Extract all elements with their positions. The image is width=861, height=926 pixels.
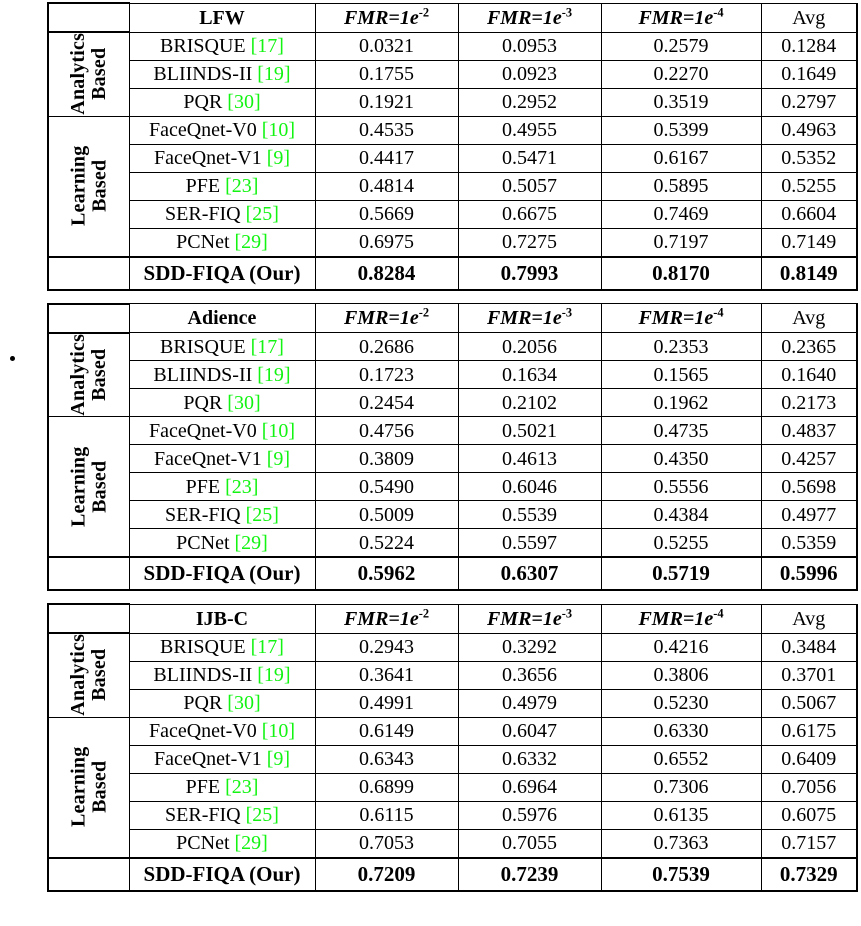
table-row	[48, 60, 857, 88]
value-cell: 0.6899	[315, 773, 458, 801]
citation-ref[interactable]: [17]	[250, 335, 284, 358]
value-cell: 0.3484	[761, 633, 857, 661]
value-cell: 0.7053	[315, 829, 458, 858]
method-cell	[129, 88, 315, 116]
value-cell: 0.4837	[761, 417, 857, 445]
value-cell: 0.6135	[601, 801, 761, 829]
table-row	[48, 389, 857, 417]
table-row	[48, 661, 857, 689]
group-label-line1: Analytics	[66, 634, 89, 717]
value-cell: 0.7055	[458, 829, 601, 858]
value-cell: 0.3292	[458, 633, 601, 661]
value-cell: 0.4216	[601, 633, 761, 661]
value-cell: 0.0923	[458, 60, 601, 88]
results-table-ijb-c	[47, 603, 858, 892]
value-cell: 0.6604	[761, 200, 857, 228]
value-cell: 0.5895	[601, 172, 761, 200]
method-name: BLIINDS-II	[153, 664, 258, 686]
value-cell: 0.2686	[315, 333, 458, 361]
table-row	[48, 773, 857, 801]
method-cell	[129, 333, 315, 361]
table-row	[48, 88, 857, 116]
ours-value-cell: 0.7539	[601, 858, 761, 891]
column-header-avg: Avg	[761, 3, 857, 32]
method-cell	[129, 745, 315, 773]
citation-ref[interactable]: [30]	[227, 91, 261, 113]
ours-value-cell: 0.7239	[458, 858, 601, 891]
group-label-analytics	[48, 333, 129, 417]
citation-ref[interactable]: [19]	[257, 363, 291, 386]
value-cell: 0.5230	[601, 689, 761, 717]
value-cell: 0.3806	[601, 661, 761, 689]
fmr-header-text: $FMR=1e^{-3}$	[486, 305, 573, 329]
value-cell: 0.5669	[315, 200, 458, 228]
method-name: BLIINDS-II	[153, 63, 258, 85]
value-cell: 0.6409	[761, 745, 857, 773]
value-cell: 0.4735	[601, 417, 761, 445]
ours-value-cell: 0.8284	[315, 257, 458, 290]
value-cell: 0.0321	[315, 32, 458, 60]
value-cell: 0.1649	[761, 60, 857, 88]
table-row	[48, 529, 857, 558]
method-cell	[129, 32, 315, 60]
column-header-fmr-1efmr2_exp	[315, 3, 458, 32]
column-header-fmr-1efmr3_exp	[458, 3, 601, 32]
stray-punctuation-mark	[10, 356, 15, 361]
value-cell: 0.4814	[315, 172, 458, 200]
method-name: SDD-FIQA (Our)	[143, 861, 301, 886]
column-header-avg: Avg	[761, 304, 857, 333]
value-cell: 0.3519	[601, 88, 761, 116]
method-cell	[129, 389, 315, 417]
table-header-row	[48, 604, 857, 633]
fmr-header-text: $FMR=1e^{-2}$	[343, 605, 430, 630]
table-row	[48, 144, 857, 172]
ours-value-cell: 0.6307	[458, 557, 601, 590]
value-cell: 0.6330	[601, 717, 761, 745]
ours-value-cell: 0.7209	[315, 858, 458, 891]
group-label-line1: Analytics	[66, 333, 89, 416]
dataset-name-header	[129, 304, 315, 333]
dataset-name-header	[129, 604, 315, 633]
column-header-fmr-1efmr3_exp	[458, 304, 601, 333]
value-cell: 0.2454	[315, 389, 458, 417]
method-cell	[129, 228, 315, 257]
value-cell: 0.5359	[761, 529, 857, 558]
dataset-label: IJB-C	[195, 607, 249, 630]
value-cell: 0.2579	[601, 32, 761, 60]
value-cell: 0.1284	[761, 32, 857, 60]
value-cell: 0.4350	[601, 445, 761, 473]
value-cell: 0.4991	[315, 689, 458, 717]
table-row	[48, 200, 857, 228]
citation-ref[interactable]: [29]	[234, 231, 268, 253]
group-label-line2: Based	[87, 159, 110, 213]
method-cell	[129, 633, 315, 661]
method-name: PQR	[183, 391, 228, 414]
column-header-fmr-1efmr3_exp	[458, 604, 601, 633]
value-cell: 0.5352	[761, 144, 857, 172]
citation-ref[interactable]: [19]	[257, 63, 291, 85]
value-cell: 0.4977	[761, 501, 857, 529]
ours-group-spacer	[48, 557, 129, 590]
method-name: BRISQUE	[160, 335, 251, 358]
ours-row	[48, 557, 857, 590]
table-row	[48, 172, 857, 200]
value-cell: 0.7363	[601, 829, 761, 858]
method-name: PFE	[185, 776, 226, 798]
value-cell: 0.6075	[761, 801, 857, 829]
method-name: FaceQnet-V0	[148, 419, 262, 442]
citation-ref[interactable]: [17]	[250, 636, 284, 658]
method-cell	[129, 116, 315, 144]
value-cell: 0.7157	[761, 829, 857, 858]
group-label-line2: Based	[87, 760, 110, 814]
header-group-spacer	[48, 604, 129, 633]
method-cell	[129, 361, 315, 389]
table-row	[48, 717, 857, 745]
value-cell: 0.6115	[315, 801, 458, 829]
citation-ref[interactable]: [9]	[266, 447, 291, 470]
value-cell: 0.5224	[315, 529, 458, 558]
value-cell: 0.7306	[601, 773, 761, 801]
value-cell: 0.0953	[458, 32, 601, 60]
method-cell	[129, 417, 315, 445]
value-cell: 0.5067	[761, 689, 857, 717]
table-row	[48, 689, 857, 717]
citation-ref[interactable]: [9]	[266, 748, 291, 770]
table-row	[48, 501, 857, 529]
citation-ref[interactable]: [10]	[261, 419, 296, 442]
citation-ref[interactable]: [25]	[245, 203, 279, 225]
group-label-line2: Based	[87, 48, 110, 101]
value-cell: 0.5255	[601, 529, 761, 558]
method-name: FaceQnet-V1	[153, 748, 267, 770]
value-cell: 0.3809	[315, 445, 458, 473]
value-cell: 0.2173	[761, 389, 857, 417]
citation-ref[interactable]: [9]	[266, 147, 291, 169]
ours-value-cell: 0.5996	[761, 557, 857, 590]
method-cell	[129, 501, 315, 529]
method-name: FaceQnet-V1	[153, 147, 267, 169]
value-cell: 0.6332	[458, 745, 601, 773]
value-cell: 0.3641	[315, 661, 458, 689]
value-cell: 0.5556	[601, 473, 761, 501]
ours-value-cell: 0.5962	[315, 557, 458, 590]
value-cell: 0.5976	[458, 801, 601, 829]
value-cell: 0.6149	[315, 717, 458, 745]
value-cell: 0.6175	[761, 717, 857, 745]
group-label-analytics	[48, 633, 129, 717]
value-cell: 0.1962	[601, 389, 761, 417]
value-cell: 0.1565	[601, 361, 761, 389]
ours-method-cell	[129, 257, 315, 290]
table-row	[48, 361, 857, 389]
method-name: PCNet	[176, 531, 235, 554]
value-cell: 0.7197	[601, 228, 761, 257]
group-label-learning	[48, 417, 129, 558]
group-label-line2: Based	[87, 649, 110, 702]
citation-ref[interactable]: [25]	[245, 503, 279, 526]
method-name: SER-FIQ	[165, 804, 246, 826]
fmr-header-text: $FMR=1e^{-4}$	[638, 305, 724, 329]
value-cell: 0.4613	[458, 445, 601, 473]
value-cell: 0.5539	[458, 501, 601, 529]
ours-value-cell: 0.7329	[761, 858, 857, 891]
group-label-line1: Learning	[66, 145, 89, 227]
method-name: BRISQUE	[160, 35, 251, 57]
method-name: SER-FIQ	[165, 503, 246, 526]
value-cell: 0.1634	[458, 361, 601, 389]
value-cell: 0.5490	[315, 473, 458, 501]
ours-method-cell	[129, 858, 315, 891]
citation-ref[interactable]: [23]	[225, 475, 259, 498]
value-cell: 0.6167	[601, 144, 761, 172]
table-row	[48, 32, 857, 60]
group-label-analytics	[48, 32, 129, 116]
value-cell: 0.5057	[458, 172, 601, 200]
value-cell: 0.1723	[315, 361, 458, 389]
method-name: SDD-FIQA (Our)	[143, 561, 301, 585]
dataset-name-header	[129, 3, 315, 32]
value-cell: 0.2353	[601, 333, 761, 361]
ours-group-spacer	[48, 257, 129, 290]
value-cell: 0.5471	[458, 144, 601, 172]
ours-value-cell: 0.8170	[601, 257, 761, 290]
value-cell: 0.6047	[458, 717, 601, 745]
ours-row	[48, 257, 857, 290]
tables-container	[47, 2, 856, 892]
value-cell: 0.4535	[315, 116, 458, 144]
method-name: BRISQUE	[160, 636, 251, 658]
citation-ref[interactable]: [30]	[227, 391, 261, 414]
method-name: PCNet	[176, 832, 235, 854]
group-label-learning	[48, 116, 129, 257]
value-cell: 0.6343	[315, 745, 458, 773]
value-cell: 0.2943	[315, 633, 458, 661]
column-header-fmr-1efmr4_exp	[601, 604, 761, 633]
method-name: FaceQnet-V1	[153, 447, 267, 470]
fmr-header-text: $FMR=1e^{-3}$	[486, 4, 573, 29]
method-name: FaceQnet-V0	[148, 119, 262, 141]
ours-row	[48, 858, 857, 891]
dataset-label: LFW	[199, 6, 245, 29]
value-cell: 0.7469	[601, 200, 761, 228]
ours-value-cell: 0.5719	[601, 557, 761, 590]
value-cell: 0.5255	[761, 172, 857, 200]
method-name: PQR	[183, 692, 228, 714]
method-cell	[129, 689, 315, 717]
method-cell	[129, 60, 315, 88]
citation-ref[interactable]: [30]	[227, 692, 261, 714]
table-header-row	[48, 3, 857, 32]
method-cell	[129, 661, 315, 689]
value-cell: 0.4955	[458, 116, 601, 144]
value-cell: 0.6552	[601, 745, 761, 773]
value-cell: 0.6046	[458, 473, 601, 501]
value-cell: 0.5597	[458, 529, 601, 558]
table-row	[48, 633, 857, 661]
column-header-avg: Avg	[761, 604, 857, 633]
column-header-fmr-1efmr2_exp	[315, 604, 458, 633]
value-cell: 0.7149	[761, 228, 857, 257]
fmr-header-text: $FMR=1e^{-4}$	[638, 4, 724, 29]
method-cell	[129, 829, 315, 858]
fmr-header-text: $FMR=1e^{-2}$	[343, 305, 430, 329]
method-cell	[129, 773, 315, 801]
table-row	[48, 745, 857, 773]
citation-ref[interactable]: [29]	[234, 531, 268, 554]
table-row	[48, 228, 857, 257]
method-cell	[129, 717, 315, 745]
fmr-header-text: $FMR=1e^{-3}$	[486, 605, 573, 630]
value-cell: 0.2270	[601, 60, 761, 88]
value-cell: 0.5021	[458, 417, 601, 445]
group-label-line2: Based	[87, 348, 110, 401]
results-table-lfw	[47, 2, 858, 291]
value-cell: 0.4963	[761, 116, 857, 144]
value-cell: 0.6964	[458, 773, 601, 801]
value-cell: 0.6675	[458, 200, 601, 228]
method-name: PFE	[185, 175, 226, 197]
ours-group-spacer	[48, 858, 129, 891]
table-row	[48, 801, 857, 829]
value-cell: 0.3656	[458, 661, 601, 689]
citation-ref[interactable]: [10]	[261, 119, 296, 141]
ours-value-cell: 0.8149	[761, 257, 857, 290]
method-name: SER-FIQ	[165, 203, 246, 225]
method-cell	[129, 801, 315, 829]
value-cell: 0.2056	[458, 333, 601, 361]
citation-ref[interactable]: [25]	[245, 804, 279, 826]
value-cell: 0.1921	[315, 88, 458, 116]
method-name: PQR	[183, 91, 228, 113]
value-cell: 0.3701	[761, 661, 857, 689]
header-group-spacer	[48, 3, 129, 32]
value-cell: 0.1755	[315, 60, 458, 88]
column-header-fmr-1efmr2_exp	[315, 304, 458, 333]
method-name: BLIINDS-II	[153, 363, 258, 386]
value-cell: 0.1640	[761, 361, 857, 389]
method-cell	[129, 200, 315, 228]
method-name: SDD-FIQA (Our)	[143, 260, 301, 285]
value-cell: 0.4384	[601, 501, 761, 529]
header-group-spacer	[48, 304, 129, 333]
citation-ref[interactable]: [19]	[257, 664, 291, 686]
citation-ref[interactable]: [29]	[234, 832, 268, 854]
value-cell: 0.2952	[458, 88, 601, 116]
method-cell	[129, 473, 315, 501]
ours-value-cell: 0.7993	[458, 257, 601, 290]
method-cell	[129, 144, 315, 172]
value-cell: 0.5399	[601, 116, 761, 144]
table-row	[48, 473, 857, 501]
value-cell: 0.4417	[315, 144, 458, 172]
value-cell: 0.7056	[761, 773, 857, 801]
value-cell: 0.4756	[315, 417, 458, 445]
value-cell: 0.2797	[761, 88, 857, 116]
column-header-fmr-1efmr4_exp	[601, 3, 761, 32]
fmr-header-text: $FMR=1e^{-4}$	[638, 605, 724, 630]
group-label-line1: Analytics	[66, 33, 89, 116]
group-label-line2: Based	[87, 460, 110, 513]
method-cell	[129, 529, 315, 558]
value-cell: 0.5009	[315, 501, 458, 529]
table-row	[48, 829, 857, 858]
dataset-label: Adience	[187, 307, 257, 329]
table-header-row	[48, 304, 857, 333]
fmr-header-text: $FMR=1e^{-2}$	[343, 4, 430, 29]
citation-ref[interactable]: [23]	[225, 175, 259, 197]
value-cell: 0.7275	[458, 228, 601, 257]
column-header-fmr-1efmr4_exp	[601, 304, 761, 333]
value-cell: 0.2365	[761, 333, 857, 361]
citation-ref[interactable]: [17]	[250, 35, 284, 57]
value-cell: 0.5698	[761, 473, 857, 501]
citation-ref[interactable]: [10]	[261, 720, 296, 742]
method-name: PCNet	[176, 231, 235, 253]
citation-ref[interactable]: [23]	[225, 776, 259, 798]
group-label-line1: Learning	[66, 446, 89, 527]
group-label-line1: Learning	[66, 746, 89, 828]
method-cell	[129, 172, 315, 200]
table-row	[48, 333, 857, 361]
results-table-adience	[47, 303, 858, 592]
method-name: PFE	[185, 475, 226, 498]
value-cell: 0.2102	[458, 389, 601, 417]
value-cell: 0.6975	[315, 228, 458, 257]
table-row	[48, 417, 857, 445]
table-row	[48, 445, 857, 473]
ours-method-cell	[129, 557, 315, 590]
group-label-learning	[48, 717, 129, 858]
table-row	[48, 116, 857, 144]
method-name: FaceQnet-V0	[148, 720, 262, 742]
method-cell	[129, 445, 315, 473]
value-cell: 0.4257	[761, 445, 857, 473]
value-cell: 0.4979	[458, 689, 601, 717]
